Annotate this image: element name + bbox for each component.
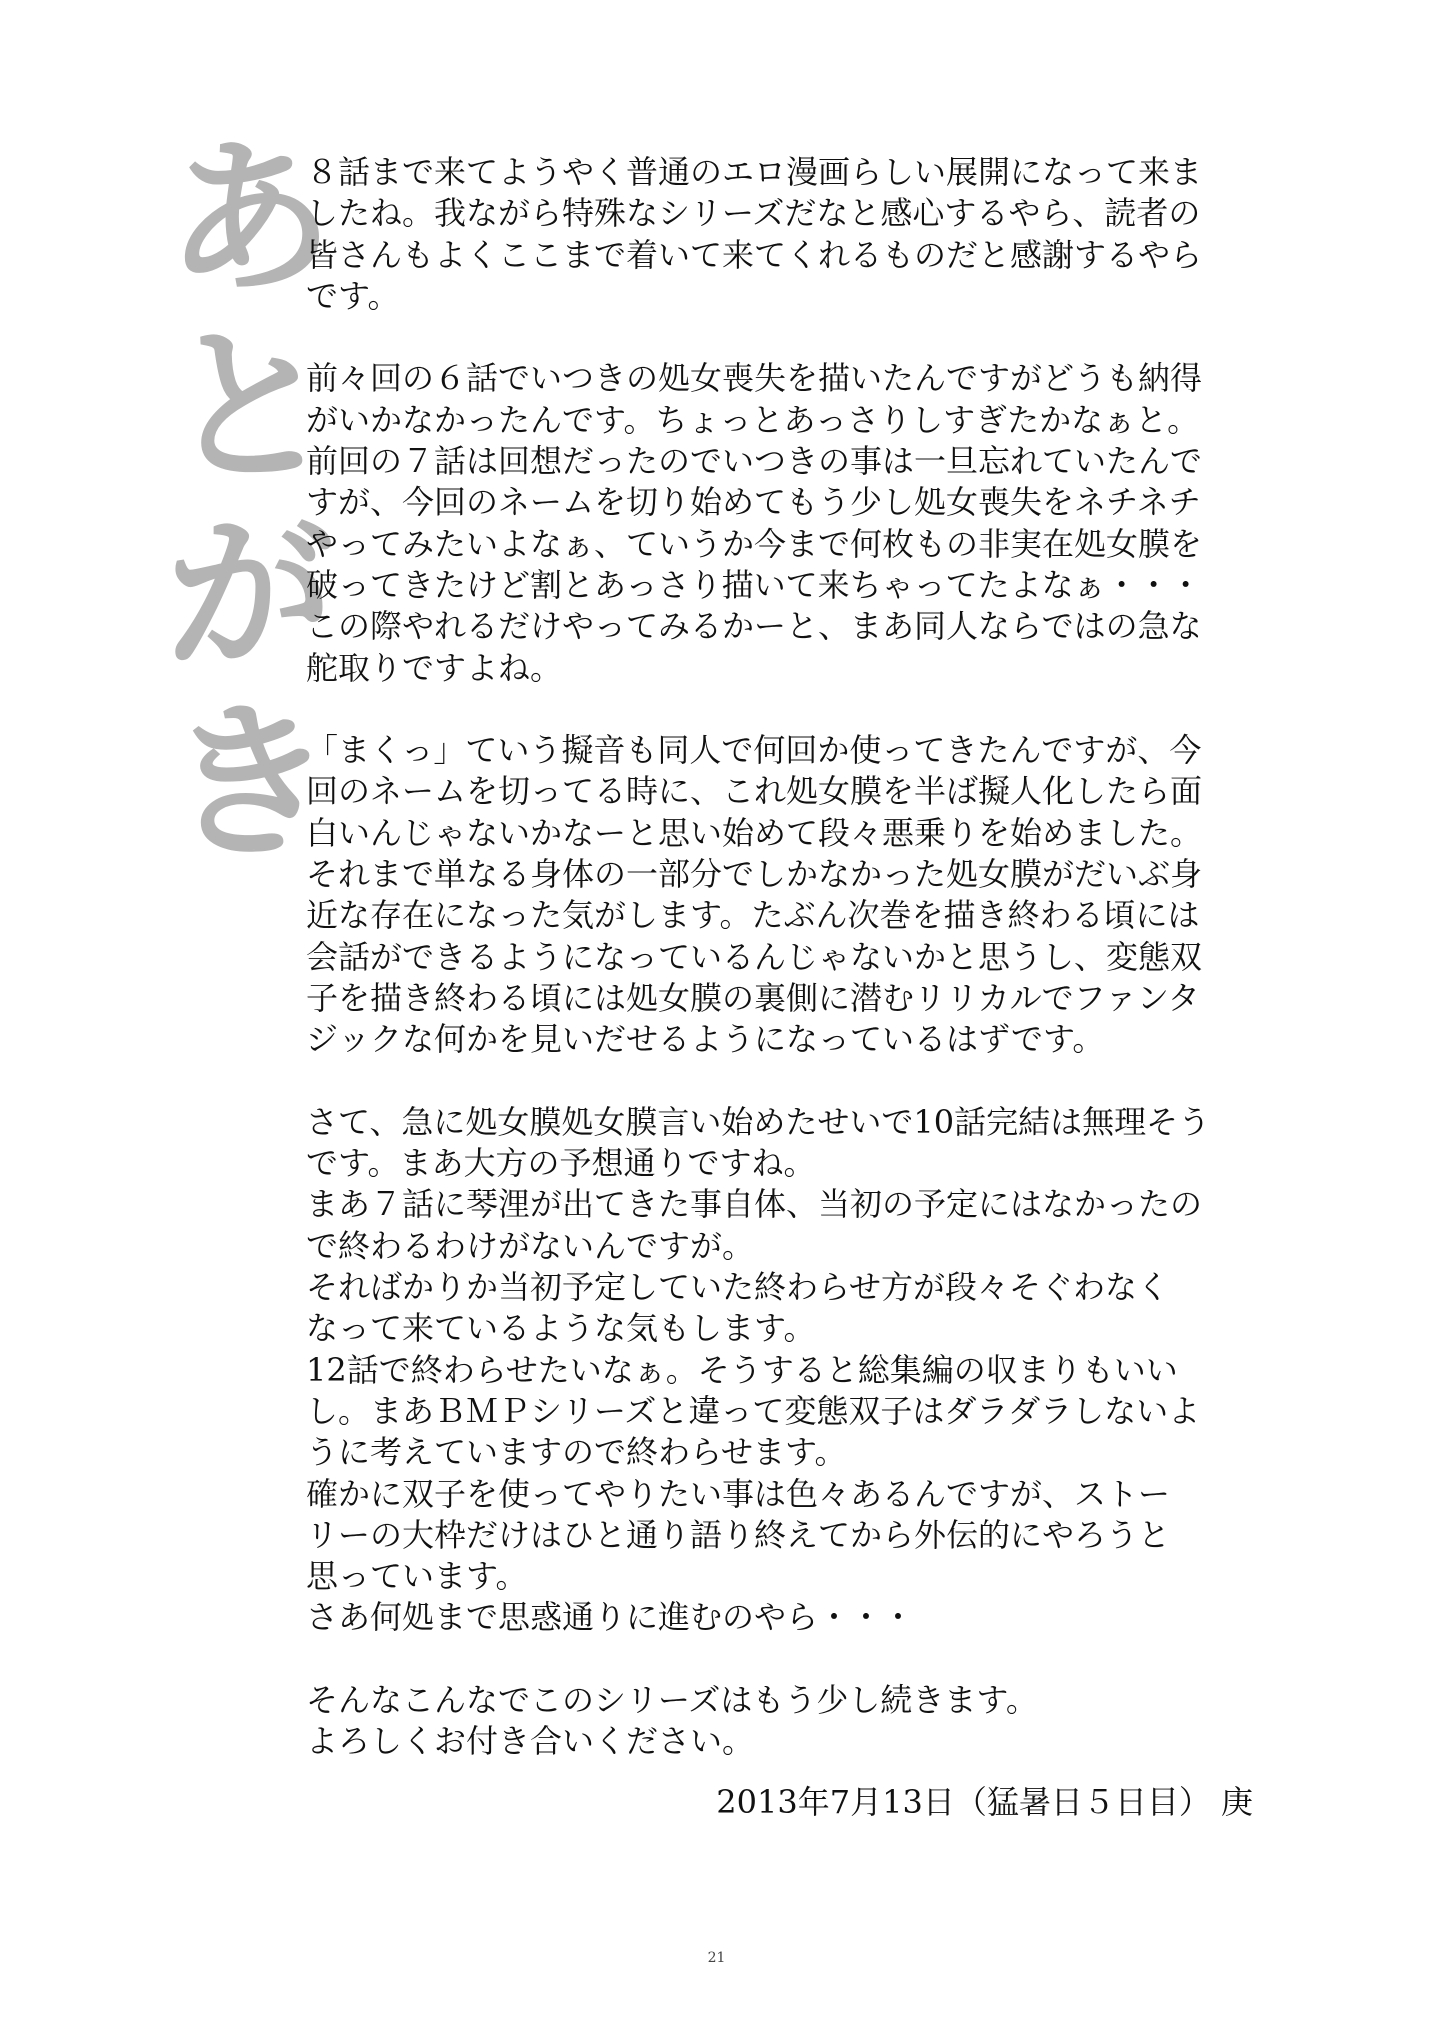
text-line: さて、急に処女膜処女膜言い始めたせいで10話完結は無理そう: [306, 1102, 1211, 1141]
paragraph: [306, 1102, 1266, 1639]
text-line: そんなこんなでこのシリーズはもう少し続きます。: [306, 1680, 1038, 1719]
text-line: で終わるわけがないんですが。: [306, 1226, 755, 1265]
text-line: 12話で終わらせたいなぁ。そうすると総集編の収まりもいい: [306, 1350, 1178, 1389]
text-line: まあ７話に琴浬が出てきた事自体、当初の予定にはなかったの: [306, 1185, 1203, 1224]
text-line: よろしくお付き合いください。: [306, 1722, 755, 1761]
text-line: 皆さんもよくここまで着いて来てくれるものだと感謝するやら: [306, 235, 1203, 274]
text-line: 回のネームを切ってる時に、これ処女膜を半ば擬人化したら面: [306, 772, 1203, 811]
signature-date: 2013年7月13日（猛暑日５日目） 庚: [716, 1783, 1253, 1821]
text-line: すが、今回のネームを切り始めてもう少し処女喪失をネチネチ: [306, 483, 1201, 522]
text-line: それまで単なる身体の一部分でしかなかった処女膜がだいぶ身: [306, 855, 1203, 894]
text-line: 舵取りですよね。: [306, 648, 563, 687]
text-line: うに考えていますので終わらせます。: [306, 1433, 847, 1472]
text-line: 前回の７話は回想だったのでいつきの事は一旦忘れていたんで: [306, 442, 1203, 481]
text-line: です。まあ大方の予想通りですね。: [306, 1144, 816, 1183]
text-line: 子を描き終わる頃には処女膜の裏側に潜むリリカルでファンタ: [306, 978, 1200, 1017]
title-char: と: [166, 309, 334, 505]
text-line: したね。我ながら特殊なシリーズだなと感心するやら、読者の: [306, 194, 1201, 233]
text-line: ８話まで来てようやく普通のエロ漫画らしい展開になって来ま: [306, 153, 1203, 191]
text-line: 確かに双子を使ってやりたい事は色々あるんですが、ストー: [306, 1474, 1171, 1513]
paragraph: [306, 152, 1266, 317]
text-line: そればかりか当初予定していた終わらせ方が段々そぐわなく: [306, 1268, 1170, 1307]
title-char: き: [166, 685, 334, 881]
paragraph: [306, 358, 1266, 688]
paragraph: [306, 1680, 1266, 1763]
page-number: 21: [707, 1950, 726, 1966]
text-line: がいかなかったんです。ちょっとあっさりしすぎたかなぁと。: [306, 400, 1200, 439]
text-line: ジックな何かを見いだせるようになっているはずです。: [306, 1020, 1105, 1059]
text-line: 破ってきたけど割とあっさり描いて来ちゃってたよなぁ・・・: [306, 565, 1202, 604]
text-line: 前々回の６話でいつきの処女喪失を描いたんですがどうも納得: [306, 359, 1203, 398]
text-line: 「まくっ」ていう擬音も同人で何回か使ってきたんですが、今: [306, 731, 1202, 770]
text-line: リーの大枠だけはひと通り語り終えてから外伝的にやろうと: [306, 1515, 1171, 1554]
text-line: この際やれるだけやってみるかーと、まあ同人ならではの急な: [306, 607, 1202, 646]
text-line: なって来ているような気もします。: [306, 1309, 816, 1348]
text-line: さあ何処まで思惑通りに進むのやら・・・: [306, 1598, 915, 1637]
paragraph: [306, 730, 1266, 1060]
text-line: 近な存在になった気がします。たぶん次巻を描き終わる頃には: [306, 896, 1200, 935]
text-line: 白いんじゃないかなーと思い始めて段々悪乗りを始めました。: [306, 813, 1203, 852]
title-char: あ: [166, 121, 334, 317]
text-line: やってみたいよなぁ、ていうか今まで何枚もの非実在処女膜を: [306, 524, 1203, 563]
text-line: 会話ができるようになっているんじゃないかと思うし、変態双: [306, 937, 1203, 976]
afterword-body: [306, 152, 1266, 1804]
text-line: し。まあＢＭＰシリーズと違って変態双子はダラダラしないよ: [306, 1391, 1201, 1430]
text-line: です。: [306, 276, 400, 315]
text-line: 思っています。: [306, 1557, 528, 1596]
title-char: が: [166, 497, 334, 693]
